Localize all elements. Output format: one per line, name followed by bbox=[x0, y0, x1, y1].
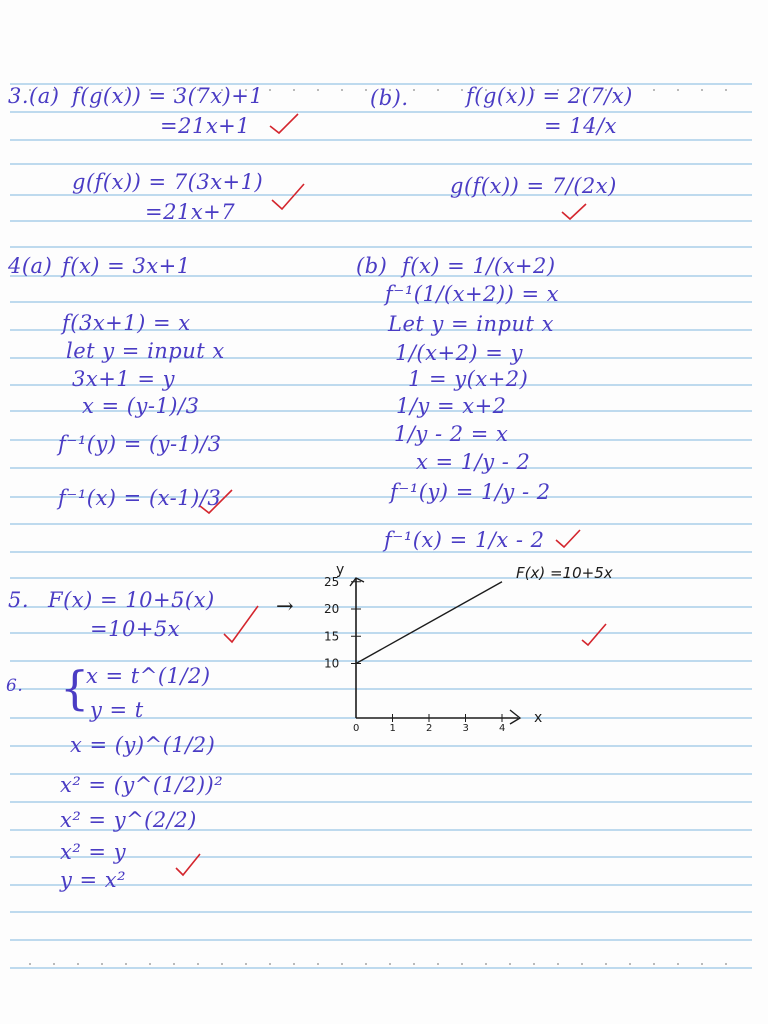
perforation-dot bbox=[413, 963, 415, 965]
perforation-dot bbox=[509, 963, 511, 965]
perforation-dot bbox=[389, 963, 391, 965]
q6-line-2: x² = (y^(1/2))² bbox=[60, 773, 224, 797]
perforation-dot bbox=[101, 963, 103, 965]
perforation-dot bbox=[437, 89, 439, 91]
q4a-line-1: f(x) = 3x+1 bbox=[62, 254, 191, 278]
q5-arrow: → bbox=[276, 594, 295, 618]
q4b-line-6: 1/y = x+2 bbox=[396, 394, 507, 418]
perforation-dot bbox=[581, 963, 583, 965]
perforation-dot bbox=[461, 89, 463, 91]
y-axis-label: y bbox=[336, 562, 345, 578]
perforation-dot bbox=[677, 963, 679, 965]
q6-system-line-1: x = t^(1/2) bbox=[86, 664, 211, 688]
y-tick-label: 20 bbox=[324, 602, 340, 616]
checkmark-icon bbox=[174, 852, 202, 878]
perforation-dot bbox=[341, 963, 343, 965]
q3a-fog-line2: =21x+1 bbox=[160, 114, 251, 138]
q4a-label: 4(a) bbox=[8, 254, 53, 278]
q3a-gof-line2: =21x+7 bbox=[145, 200, 236, 224]
checkmark-icon bbox=[198, 488, 234, 516]
q5-line-1: F(x) = 10+5(x) bbox=[48, 588, 215, 612]
perforation-dot bbox=[365, 89, 367, 91]
perforation-dot bbox=[725, 89, 727, 91]
q6-line-1: x = (y)^(1/2) bbox=[70, 733, 216, 757]
perforation-dot bbox=[149, 963, 151, 965]
q4b-line-7: 1/y - 2 = x bbox=[394, 422, 509, 446]
q4b-line-2: f⁻¹(1/(x+2)) = x bbox=[385, 282, 560, 306]
q4a-line-3: let y = input x bbox=[66, 339, 225, 363]
q3b-fog-line1: f(g(x)) = 2(7/x) bbox=[466, 84, 633, 108]
q4a-line-2: f(3x+1) = x bbox=[62, 311, 191, 335]
perforation-dot bbox=[461, 963, 463, 965]
perforation-dot bbox=[317, 963, 319, 965]
x-tick-label: 3 bbox=[462, 723, 469, 734]
perforation-dot bbox=[29, 963, 31, 965]
q3a-gof-line1: g(f(x)) = 7(3x+1) bbox=[72, 170, 264, 194]
perforation-dot bbox=[557, 963, 559, 965]
perforation-dot bbox=[365, 963, 367, 965]
perforation-dot bbox=[677, 89, 679, 91]
q4b-line-1: f(x) = 1/(x+2) bbox=[402, 254, 556, 278]
q5-label: 5. bbox=[8, 588, 30, 612]
q6-label: 6. bbox=[6, 676, 24, 696]
q4b-line-8: x = 1/y - 2 bbox=[416, 450, 531, 474]
perforation-dot bbox=[53, 963, 55, 965]
series-line bbox=[356, 582, 502, 664]
y-tick-label: 10 bbox=[324, 656, 340, 671]
perforation-dot bbox=[605, 963, 607, 965]
q3a-fog-line1: f(g(x)) = 3(7x)+1 bbox=[72, 84, 264, 108]
x-tick-label: 2 bbox=[426, 723, 433, 734]
line-chart bbox=[300, 556, 680, 746]
x-axis-label: x bbox=[534, 710, 543, 726]
q6-line-3: x² = y^(2/2) bbox=[60, 808, 197, 832]
perforation-dot bbox=[293, 963, 295, 965]
q4b-label: (b) bbox=[356, 254, 388, 278]
perforation-dot bbox=[197, 963, 199, 965]
checkmark-icon bbox=[222, 604, 260, 644]
perforation-dot bbox=[437, 963, 439, 965]
q6-line-5: y = x² bbox=[60, 868, 127, 892]
perforation-dot bbox=[653, 963, 655, 965]
checkmark-icon bbox=[554, 528, 582, 550]
perforation-dot bbox=[701, 963, 703, 965]
q4b-line-10: f⁻¹(x) = 1/x - 2 bbox=[384, 528, 545, 552]
perforation-dot bbox=[317, 89, 319, 91]
y-tick-label: 15 bbox=[324, 629, 340, 644]
perforation-dot bbox=[221, 963, 223, 965]
q6-system-brace: { bbox=[60, 661, 90, 715]
x-axis-arrow bbox=[510, 710, 520, 724]
q3b-gof-line1: g(f(x)) = 7/(2x) bbox=[450, 174, 617, 198]
perforation-dot bbox=[77, 963, 79, 965]
perforation-dot bbox=[725, 963, 727, 965]
perforation-dot bbox=[653, 89, 655, 91]
perforation-dot bbox=[701, 89, 703, 91]
q4a-line-4: 3x+1 = y bbox=[72, 367, 175, 391]
q5-line-2: =10+5x bbox=[90, 617, 181, 641]
perforation-dot bbox=[173, 963, 175, 965]
q4a-line-6: f⁻¹(y) = (y-1)/3 bbox=[58, 432, 222, 456]
series-label: F(x) =10+5x bbox=[516, 563, 613, 582]
perforation-dot bbox=[269, 89, 271, 91]
q3a-label: 3.(a) bbox=[8, 84, 60, 108]
x-tick-label: 4 bbox=[499, 723, 506, 734]
q6-system-line-2: y = t bbox=[90, 698, 144, 722]
perforation-dot bbox=[293, 89, 295, 91]
y-tick-label: 25 bbox=[324, 574, 340, 589]
checkmark-icon bbox=[560, 202, 588, 222]
perforation-dot bbox=[341, 89, 343, 91]
perforation-dot bbox=[245, 963, 247, 965]
q4b-line-5: 1 = y(x+2) bbox=[408, 367, 529, 391]
perforation-dot bbox=[269, 963, 271, 965]
q4a-line-7: f⁻¹(x) = (x-1)/3 bbox=[58, 486, 222, 510]
q4b-line-4: 1/(x+2) = y bbox=[395, 341, 523, 365]
q4b-line-3: Let y = input x bbox=[388, 312, 554, 336]
q4b-line-9: f⁻¹(y) = 1/y - 2 bbox=[390, 480, 551, 504]
x-tick-label: 1 bbox=[389, 723, 396, 734]
q6-line-4: x² = y bbox=[60, 840, 127, 864]
checkmark-icon bbox=[268, 112, 300, 136]
perforation-dot bbox=[125, 963, 127, 965]
x-tick-label: 0 bbox=[353, 723, 360, 734]
checkmark-icon bbox=[270, 182, 306, 212]
q3b-fog-line2: = 14/x bbox=[544, 114, 617, 138]
chart-layer bbox=[324, 562, 613, 734]
perforation-dot bbox=[485, 963, 487, 965]
q3b-label: (b). bbox=[370, 86, 409, 110]
perforation-dot bbox=[533, 963, 535, 965]
perforation-dot bbox=[413, 89, 415, 91]
perforation-dot bbox=[629, 963, 631, 965]
q4a-line-5: x = (y-1)/3 bbox=[82, 394, 200, 418]
